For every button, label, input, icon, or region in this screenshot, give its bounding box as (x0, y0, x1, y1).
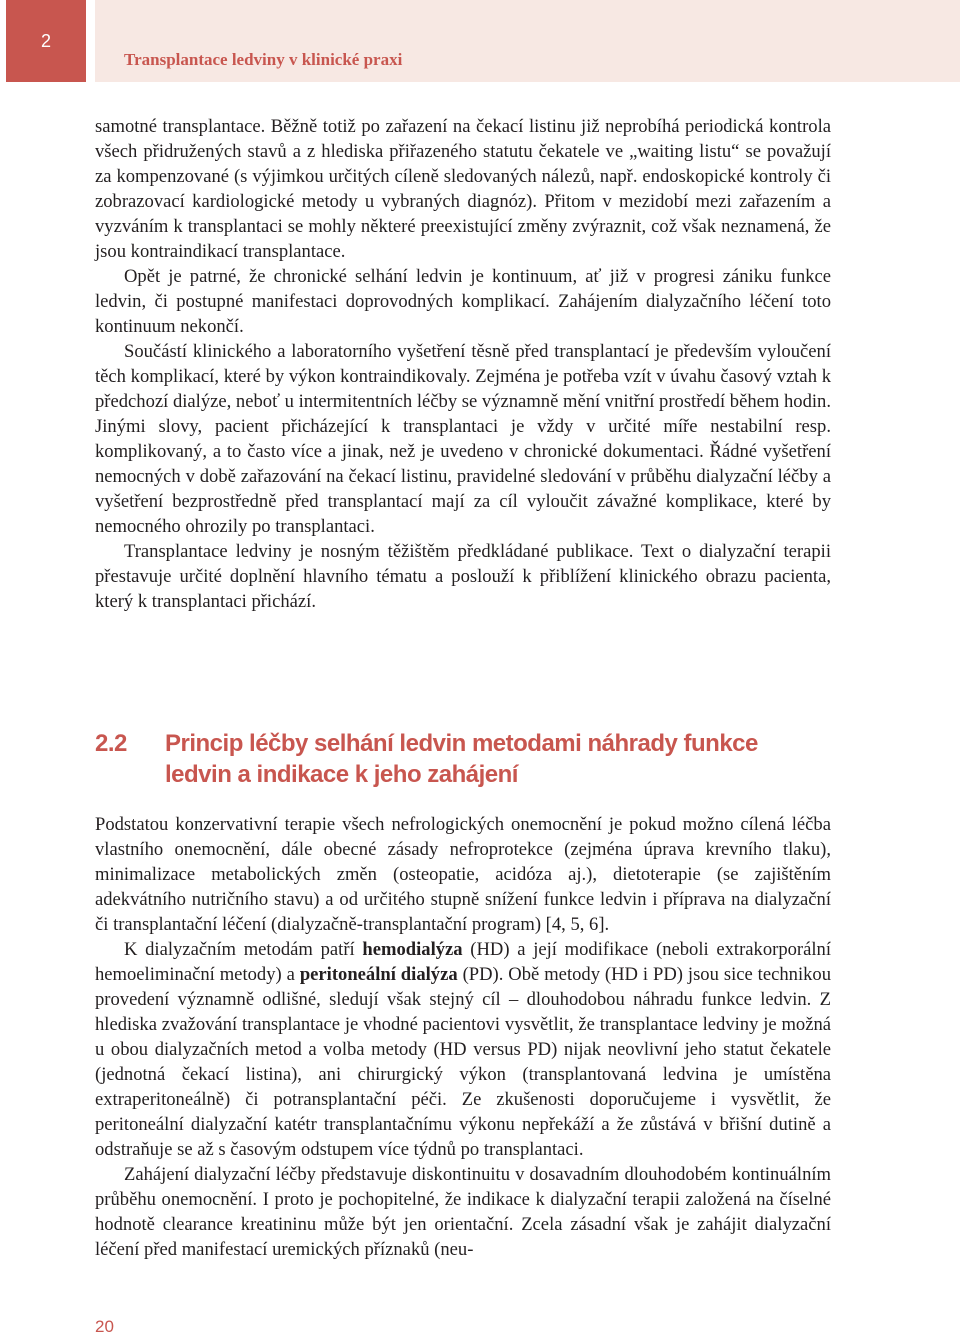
body-text-bottom (95, 812, 831, 1262)
text-run: K dialyzačním metodám patří (124, 939, 363, 960)
section-heading (95, 728, 785, 790)
paragraph: Zahájení dialyzační léčby představuje diskontinuitu v dosavadním dlouhodobém kontinuálním průběhu onemocnění. I proto je pochopitelné, že indikace k dialyzační terapii založená na číselné hodnotě clearance kreatininu může být jen orientační. Zcela zásadní však je zahájit dialyzační léčení před manifestací uremických příznaků (neu- (95, 1164, 831, 1260)
paragraph: Součástí klinického a laboratorního vyšetření těsně před transplantací je především vyloučení těch komplikací, které by výkon kontraindikovaly. Zejména je potřeba vzít v úvahu časový vztah k předchozí dialýze, neboť u intermitentních léčby se významně mění vnitřní prostředí během hodin. Jinými slovy, pacient přicházející k transplantaci je vždy v určité míře nestabilní resp. komplikovaný, a to často více a jinak, než je uvedeno v chronické dokumentaci. Řádné vyšetření nemocných v době zařazování na čekací listinu, pravidelné sledování v průběhu dialyzační léčby a vyšetření bezprostředně před transplantací mají za cíl vyloučit závažné komplikace, které by nemocného ohrozily po transplantaci. (95, 341, 831, 537)
bold-term-peritoneal-dialysis: peritoneální dialýza (299, 964, 458, 985)
paragraph (95, 937, 831, 1162)
text-run: (PD). Obě metody (HD i PD) jsou sice technikou provedení významně odlišné, sledují však stejný cíl – dlouhodobou náhradu funkce ledvin. Z hlediska zvažování transplantace je vhodné pacientovi vysvětlit, že transplantace ledviny je možná u obou dialyzačních metod a volba metody (HD versus PD) nijak neovlivní jeho statut čekatele (jednotná čekací listina), ani chirurgický výkon (transplantovaná ledvina je umístěna extraperitoneálně) či potransplantační péči. Ze zkušenosti doporučujeme i vysvětlit, že peritoneální dialyzační katétr transplantačnímu výkonu nepřekáží a že zůstává v břišní dutině a odstraňuje se až s časovým odstupem více týdnů po transplantaci. (95, 964, 832, 1160)
body-text-top (95, 114, 831, 614)
chapter-number-box (6, 0, 86, 82)
paragraph: Transplantace ledviny je nosným těžištěm předkládané publikace. Text o dialyzační terapii přestavuje určité doplnění hlavního tématu a poslouží k přiblížení klinického obrazu pacienta, který k transplantaci přichází. (95, 541, 831, 612)
paragraph: Opět je patrné, že chronické selhání ledvin je kontinuum, ať již v progresi zániku funkce ledvin, či postupné manifestaci doprovodných komplikací. Zahájením dialyzačního léčení toto kontinuum nekončí. (95, 266, 831, 337)
section-title: Princip léčby selhání ledvin metodami náhrady funkce ledvin a indikace k jeho zahájení (165, 730, 758, 788)
bold-term-hemodialysis: hemodialýza (362, 939, 463, 960)
text-run: (HD) a její modifikace (neboli extrakorporální hemoeliminační metody) a (95, 939, 831, 985)
running-title: Transplantace ledviny v klinické praxi (124, 50, 403, 69)
section-number: 2.2 (95, 730, 127, 757)
page-number: 20 (95, 1317, 114, 1336)
chapter-number: 2 (40, 30, 51, 51)
paragraph: Podstatou konzervativní terapie všech nefrologických onemocnění je pokud možno cílená léčba vlastního onemocnění, dále obecné zásady nefroprotekce (zejména úprava krevního tlaku), minimalizace metabolických změn (osteopatie, acidóza aj.), dietoterapie (se zajištěním adekvátního nutričního stavu) a od určitého stupně snížení funkce ledvin i příprava na dialyzační či transplantační léčení (dialyzačně-transplantační program) [4, 5, 6]. (95, 814, 831, 935)
paragraph: samotné transplantace. Běžně totiž po zařazení na čekací listinu již neprobíhá periodická kontrola všech přidružených stavů a z hlediska přiřazeného statutu čekatele ve „waiting listu“ se považují za kompenzované (s výjimkou určitých cíleně sledovaných nálezů, např. endoskopické kontroly či zobrazovací kardiologické metody u vybraných diagnóz). Přitom v mezidobí mezi zařazením a vyzváním k transplantaci se mohly některé preexistující změny zvýraznit, což však neznamená, že jsou kontraindikací transplantace. (95, 116, 831, 262)
